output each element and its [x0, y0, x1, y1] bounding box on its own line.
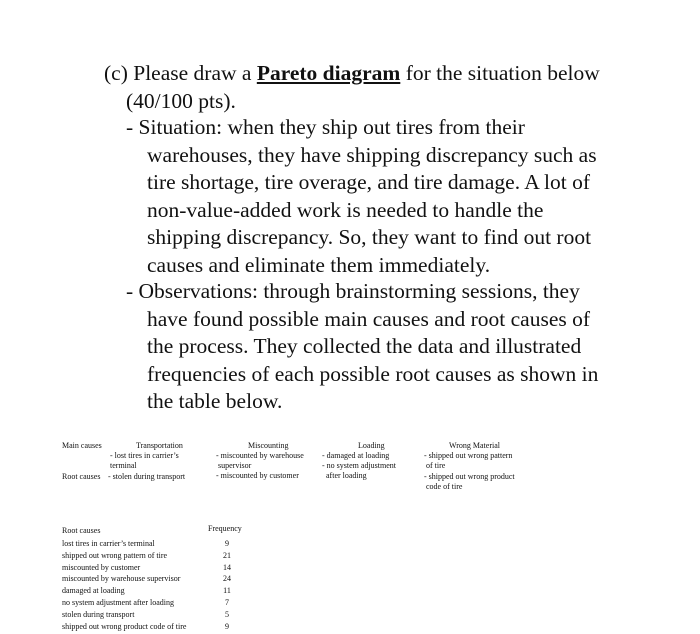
table-row-frequency: 14: [223, 562, 231, 572]
situation-line-2: warehouses, they have shipping discrepancy such as: [147, 142, 597, 167]
loading-root-1: - damaged at loading: [322, 451, 390, 460]
situation-line-3: tire shortage, tire overage, and tire damage. A lot of: [147, 170, 590, 194]
wrong-material-root-1: - shipped out wrong pattern: [424, 451, 513, 460]
table-row-cause: damaged at loading: [62, 586, 125, 596]
frequency-header: Frequency: [208, 524, 242, 533]
table-row-cause: miscounted by warehouse supervisor: [62, 574, 181, 584]
table-row-frequency: 5: [225, 609, 229, 619]
transportation-root-1: - lost tires in carrier’s: [110, 451, 179, 460]
situation-line-5: shipping discrepancy. So, they want to find out root: [147, 225, 592, 249]
situation-line-6: causes and eliminate them immediately.: [147, 252, 491, 277]
wrong-material-root-4: code of tire: [426, 482, 463, 491]
observations-line-3: the process. They collected the data and illustrated: [147, 334, 582, 358]
table-row-cause: shipped out wrong pattern of tire: [62, 550, 168, 560]
frequency-list: [222, 538, 232, 632]
table-row-frequency: 9: [225, 539, 229, 548]
situation-line-1: - Situation: when they ship out tires from their: [126, 115, 525, 139]
miscounting-root-1: - miscounted by warehouse: [216, 451, 304, 460]
situation-bullet: [126, 114, 597, 279]
wrong-material-title: Wrong Material: [449, 441, 500, 450]
question-lead: (c) Please draw a: [104, 61, 257, 85]
wrong-material-root-3: - shipped out wrong product: [424, 472, 515, 481]
table-row-frequency: 7: [225, 597, 229, 607]
observations-line-2: have found possible main causes and root causes of: [147, 306, 591, 331]
transportation-root-2: terminal: [110, 461, 137, 470]
wrong-material-root-2: of tire: [426, 461, 446, 470]
miscounting-root-3: - miscounted by customer: [216, 471, 299, 480]
observations-line-1: - Observations: through brainstorming sessions, they: [126, 279, 580, 303]
observations-line-5: the table below.: [147, 389, 283, 413]
table-row-cause: stolen during transport: [62, 609, 135, 619]
table-row-cause: no system adjustment after loading: [62, 597, 174, 607]
transportation-title: Transportation: [136, 441, 183, 450]
loading-title: Loading: [358, 441, 385, 450]
table-row-frequency: 11: [223, 586, 231, 596]
loading-root-2: - no system adjustment: [322, 461, 396, 470]
observations-bullet: [126, 278, 598, 416]
question-tail: for the situation below: [400, 61, 600, 85]
pareto-diagram-term: Pareto diagram: [256, 61, 401, 85]
root-causes-header: Root causes: [62, 526, 101, 535]
observations-line-4: frequencies of each possible root causes as shown in: [147, 361, 599, 386]
question-heading: [104, 60, 600, 115]
table-row-cause: miscounted by customer: [62, 562, 141, 572]
miscounting-title: Miscounting: [248, 441, 289, 450]
main-causes-label: Main causes: [62, 441, 102, 450]
table-row-frequency: 24: [223, 574, 231, 584]
root-causes-label: Root causes: [62, 472, 101, 481]
miscounting-root-2: supervisor: [218, 461, 252, 470]
table-row-frequency: 9: [225, 621, 229, 631]
transportation-root-3: - stolen during transport: [108, 472, 186, 481]
table-row-cause: lost tires in carrier’s terminal: [62, 539, 155, 548]
question-line-1: [104, 60, 600, 88]
root-cause-list: [62, 538, 186, 632]
situation-line-4: non-value-added work is needed to handle the: [147, 197, 544, 222]
table-row-frequency: 21: [223, 550, 231, 560]
table-row-cause: shipped out wrong product code of tire: [62, 621, 187, 631]
loading-root-3: after loading: [326, 471, 367, 480]
question-points: (40/100 pts).: [126, 88, 236, 113]
